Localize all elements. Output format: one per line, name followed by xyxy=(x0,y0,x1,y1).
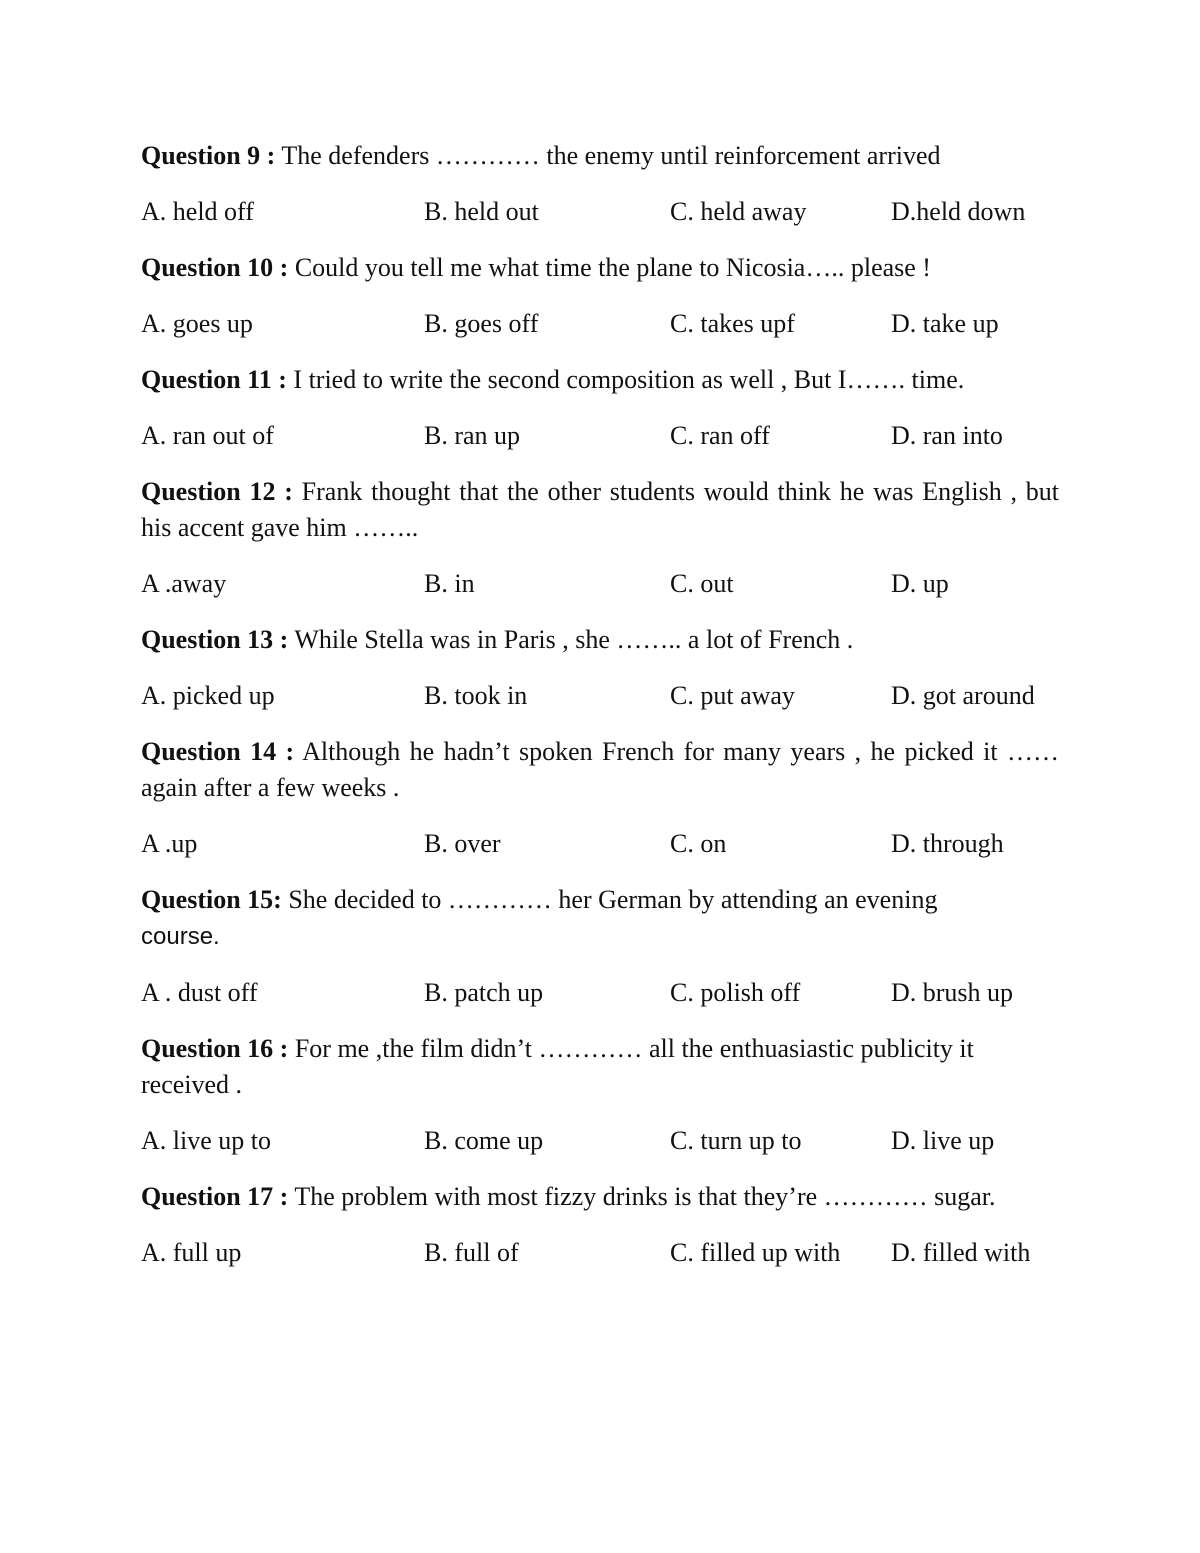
option-c: C. ran off xyxy=(670,421,770,450)
option-d: D. take up xyxy=(891,309,999,338)
options-12 xyxy=(141,566,1059,602)
option-d: D. live up xyxy=(891,1126,995,1155)
option-c: C. put away xyxy=(670,681,795,710)
question-text: She decided to ………… her German by attending an evening xyxy=(281,885,938,914)
option-a: A. ran out of xyxy=(141,421,274,450)
question-text-continued: course. xyxy=(141,923,220,950)
question-text: The problem with most fizzy drinks is that they’re ………… sugar. xyxy=(288,1182,996,1211)
question-12 xyxy=(141,474,1059,546)
question-label: Question 9 : xyxy=(141,141,276,170)
option-d: D. got around xyxy=(891,681,1035,710)
option-c: C. turn up to xyxy=(670,1126,802,1155)
option-b: B. over xyxy=(424,829,501,858)
question-text: I tried to write the second composition as well , But I……. time. xyxy=(286,365,965,394)
options-9 xyxy=(141,194,1059,230)
option-b: B. goes off xyxy=(424,309,539,338)
options-16 xyxy=(141,1123,1059,1159)
question-9 xyxy=(141,138,1059,174)
question-label: Question 11 : xyxy=(141,365,287,394)
question-text: The defenders ………… the enemy until reinforcement arrived xyxy=(275,141,941,170)
option-a: A .away xyxy=(141,569,227,598)
option-c: C. takes upf xyxy=(670,309,795,338)
option-a: A. full up xyxy=(141,1238,242,1267)
question-text-continued: received . xyxy=(141,1070,243,1099)
options-10 xyxy=(141,306,1059,342)
options-15 xyxy=(141,975,1059,1011)
option-b: B. full of xyxy=(424,1238,519,1267)
option-c: C. out xyxy=(670,569,734,598)
option-a: A. live up to xyxy=(141,1126,271,1155)
option-a: A . dust off xyxy=(141,978,258,1007)
question-label: Question 10 : xyxy=(141,253,289,282)
options-17 xyxy=(141,1235,1059,1271)
question-label: Question 16 : xyxy=(141,1034,289,1063)
question-text: Although he hadn’t spoken French for many years , he picked it …… again after a few weeks . xyxy=(141,737,1060,802)
question-label: Question 12 : xyxy=(141,477,293,506)
question-17 xyxy=(141,1179,1059,1215)
options-13 xyxy=(141,678,1059,714)
option-d: D. through xyxy=(891,829,1004,858)
exam-page xyxy=(141,138,1059,1291)
question-text: While Stella was in Paris , she …….. a lot of French . xyxy=(288,625,854,654)
option-c: C. on xyxy=(670,829,727,858)
question-text: Could you tell me what time the plane to Nicosia….. please ! xyxy=(288,253,931,282)
option-d: D. ran into xyxy=(891,421,1003,450)
option-a: A. held off xyxy=(141,197,254,226)
question-15 xyxy=(141,882,1059,955)
question-14 xyxy=(141,734,1059,806)
question-10 xyxy=(141,250,1059,286)
option-b: B. in xyxy=(424,569,475,598)
question-16 xyxy=(141,1031,1059,1103)
question-13 xyxy=(141,622,1059,658)
question-11 xyxy=(141,362,1059,398)
question-label: Question 13 : xyxy=(141,625,289,654)
option-b: B. took in xyxy=(424,681,528,710)
question-text: Frank thought that the other students would think he was English , but his accent gave him …….. xyxy=(141,477,1059,542)
option-a: A .up xyxy=(141,829,198,858)
options-14 xyxy=(141,826,1059,862)
option-d: D. brush up xyxy=(891,978,1014,1007)
option-a: A. goes up xyxy=(141,309,253,338)
question-label: Question 15: xyxy=(141,885,282,914)
question-label: Question 17 : xyxy=(141,1182,289,1211)
question-label: Question 14 : xyxy=(141,737,295,766)
option-b: B. ran up xyxy=(424,421,521,450)
option-c: C. filled up with xyxy=(670,1238,841,1267)
option-d: D. filled with xyxy=(891,1238,1031,1267)
option-c: C. polish off xyxy=(670,978,801,1007)
option-c: C. held away xyxy=(670,197,807,226)
options-11 xyxy=(141,418,1059,454)
option-b: B. held out xyxy=(424,197,539,226)
option-a: A. picked up xyxy=(141,681,275,710)
option-b: B. come up xyxy=(424,1126,544,1155)
option-b: B. patch up xyxy=(424,978,544,1007)
option-d: D. up xyxy=(891,569,949,598)
question-text: For me ,the film didn’t ………… all the enthuasiastic publicity it xyxy=(288,1034,974,1063)
option-d: D.held down xyxy=(891,197,1026,226)
